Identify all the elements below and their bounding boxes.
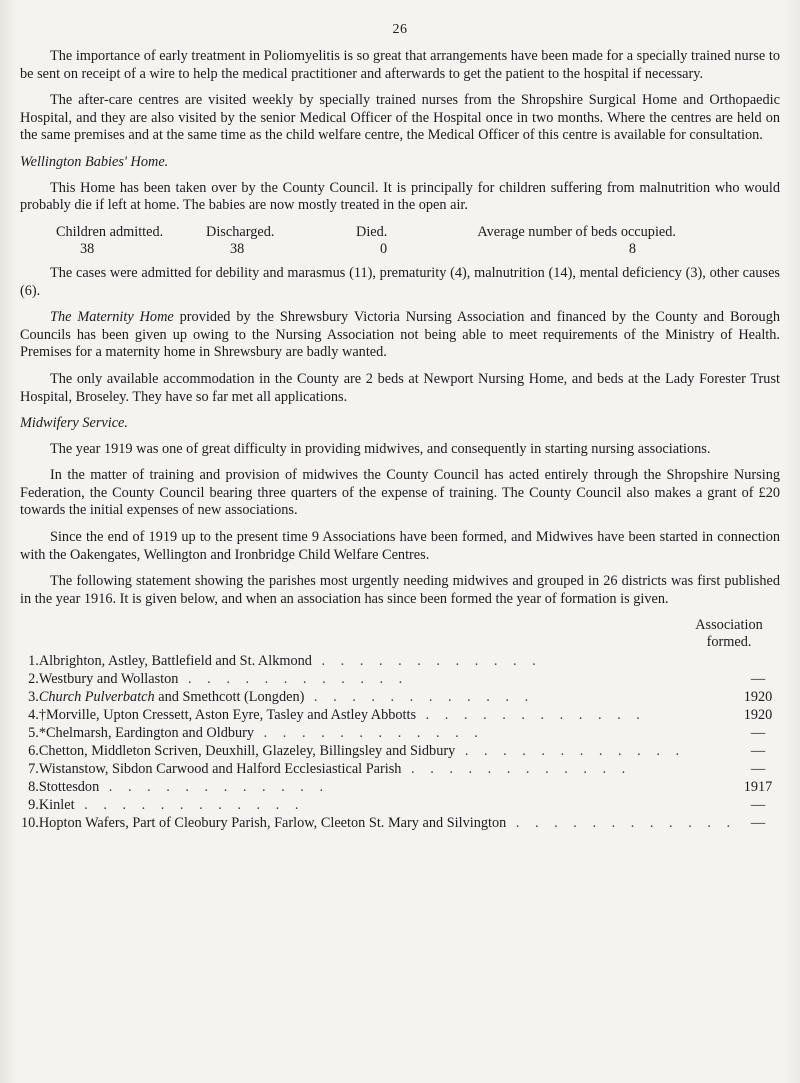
leader-dots: . . . . . . . . . . . . — [99, 779, 330, 796]
district-name: Kinlet — [38, 797, 75, 814]
association-year: 1917 — [743, 779, 773, 796]
district-parishes — [39, 689, 736, 707]
leader-dots: . . . . . . . . . . . . — [401, 761, 632, 778]
district-name: Wistanstow, Sibdon Carwood and Halford Ecclesiastical Parish — [38, 761, 402, 778]
district-number: 6. — [28, 743, 39, 760]
table-row — [20, 779, 780, 797]
paragraph-cases: The cases were admitted for debility and marasmus (11), prematurity (4), malnutrition (14), mental deficiency (3), other causes (6). — [20, 264, 780, 299]
district-parishes — [39, 725, 736, 743]
paragraph-babies-home: This Home has been taken over by the County Council. It is principally for children suffering from malnutrition who would probably die if left at home. The babies are now mostly treated in the open air. — [20, 179, 780, 214]
paragraph-after-care: The after-care centres are visited weekly by specially trained nurses from the Shropshire Surgical Home and Orthopaedic Hospital, and they are also visited by the senior Medical Officer of the Hospital once in two months. Where the centres are held on the same premises and at the same time as the child welfare centre, the Medical Officer of this centre is available for consultation. — [20, 92, 780, 144]
district-parishes — [39, 779, 736, 797]
leader-dots: . . . . . . . . . . . . — [506, 815, 737, 832]
districts-header — [20, 617, 780, 653]
table-row — [20, 671, 780, 689]
maternity-home-label: The Maternity Home — [50, 309, 174, 326]
district-number: 8. — [28, 779, 39, 796]
paragraph-midwives-1919: The year 1919 was one of great difficulty in providing midwives, and consequently in starting nursing associations. — [50, 440, 711, 457]
district-number: 9. — [28, 797, 39, 814]
district-name: *Chelmarsh, Eardington and Oldbury — [38, 725, 255, 742]
district-number: 4. — [28, 707, 39, 724]
district-number: 7. — [28, 761, 39, 778]
district-parishes — [39, 815, 736, 833]
association-year: — — [750, 725, 766, 742]
districts-table — [20, 653, 780, 833]
district-number: 5. — [28, 725, 39, 742]
stats-value-row — [56, 241, 780, 259]
association-year: — — [750, 743, 766, 760]
stats-header-admitted: Children admitted. — [56, 223, 164, 240]
association-year: — — [750, 797, 766, 814]
leader-dots: . . . . . . . . . . . . — [455, 743, 686, 760]
table-row — [20, 707, 780, 725]
district-name: Westbury and Wollaston — [38, 671, 179, 688]
table-row — [20, 743, 780, 761]
page-body — [20, 48, 780, 833]
paragraph-maternity-home — [20, 309, 780, 362]
leader-dots: . . . . . . . . . . . . — [311, 653, 542, 670]
district-parishes — [39, 743, 736, 761]
page-number: 26 — [392, 22, 408, 37]
maternity-home-text: provided by the Shrewsbury Victoria Nursing Association and financed by the County and Borough Councils has been given up owing to the Nursing Association not being able to meet requirements of the Ministry of Health. Premises for a maternity home in Shrewsbury are badly wanted. — [20, 309, 780, 361]
district-parishes — [39, 707, 736, 725]
association-formed-header: Association formed. — [695, 617, 763, 651]
district-number: 3. — [28, 689, 39, 706]
section-heading-midwifery: Midwifery Service. — [20, 415, 128, 432]
stats-header-died: Died. — [356, 223, 388, 240]
stats-value-died: 0 — [380, 241, 388, 258]
stats-header-average-beds: Average number of beds occupied. — [477, 223, 676, 240]
paragraph-training: In the matter of training and provision of midwives the County Council has acted entirely through the Shropshire Nursing Federation, the County Council bearing three quarters of the expense of training. The County Council also makes a grant of £20 towards the initial expenses of new associations. — [20, 467, 780, 519]
association-year: — — [750, 671, 766, 688]
association-year: — — [750, 761, 766, 778]
paragraph-accommodation: The only available accommodation in the County are 2 beds at Newport Nursing Home, and beds at the Lady Forester Trust Hospital, Broseley. They have so far met all applications. — [20, 370, 780, 405]
paragraph-associations: Since the end of 1919 up to the present time 9 Associations have been formed, and Midwives have been started in connection with the Oakengates, Wellington and Ironbridge Child Welfare Centres. — [20, 529, 780, 563]
stats-header-discharged: Discharged. — [206, 223, 275, 240]
association-year: 1920 — [743, 689, 773, 706]
stats-value-admitted: 38 — [80, 241, 95, 258]
paragraph-statement: The following statement showing the parishes most urgently needing midwives and grouped in 26 districts was first published in the year 1916. It is given below, and when an association has since been formed the year of formation is given. — [20, 573, 780, 607]
table-row — [20, 689, 780, 707]
stats-value-average-beds: 8 — [628, 241, 636, 258]
district-name: Stottesdon — [38, 779, 100, 796]
table-row — [20, 653, 780, 671]
district-name-rest: and Smethcott (Longden) — [154, 689, 305, 706]
district-parishes — [39, 671, 736, 689]
leader-dots: . . . . . . . . . . . . — [178, 671, 409, 688]
table-row — [20, 815, 780, 833]
leader-dots: . . . . . . . . . . . . — [254, 725, 484, 742]
district-name: Chetton, Middleton Scriven, Deuxhill, Glazeley, Billingsley and Sidbury — [38, 743, 456, 760]
association-year: — — [750, 815, 766, 832]
district-number: 1. — [28, 653, 39, 670]
district-name: †Morville, Upton Cressett, Aston Eyre, Tasley and Astley Abbotts — [38, 707, 417, 724]
leader-dots: . . . . . . . . . . . . — [304, 689, 535, 706]
district-name: Albrighton, Astley, Battlefield and St. Alkmond — [38, 653, 312, 670]
table-row — [20, 761, 780, 779]
leader-dots: . . . . . . . . . . . . — [416, 707, 646, 724]
district-name-italic: Church Pulverbatch — [38, 689, 155, 706]
district-name: Hopton Wafers, Part of Cleobury Parish, Farlow, Cleeton St. Mary and Silvington — [38, 815, 507, 832]
district-number: 2. — [28, 671, 39, 688]
leader-dots: . . . . . . . . . . . . — [74, 797, 305, 814]
stats-header-row — [56, 224, 780, 242]
stats-value-discharged: 38 — [230, 241, 245, 258]
table-row — [20, 725, 780, 743]
table-row — [20, 797, 780, 815]
section-heading-babies-home: Wellington Babies' Home. — [20, 153, 169, 170]
association-year: 1920 — [743, 707, 773, 724]
district-parishes — [39, 761, 736, 779]
paragraph-poliomyelitis: The importance of early treatment in Poliomyelitis is so great that arrangements have been made for a specially trained nurse to be sent on receipt of a wire to help the medical practitioner and afterwards to get the patient to the hospital if necessary. — [20, 48, 780, 82]
district-number: 10. — [20, 815, 39, 832]
district-parishes — [39, 797, 736, 815]
district-parishes — [39, 653, 736, 671]
association-year — [736, 653, 780, 671]
